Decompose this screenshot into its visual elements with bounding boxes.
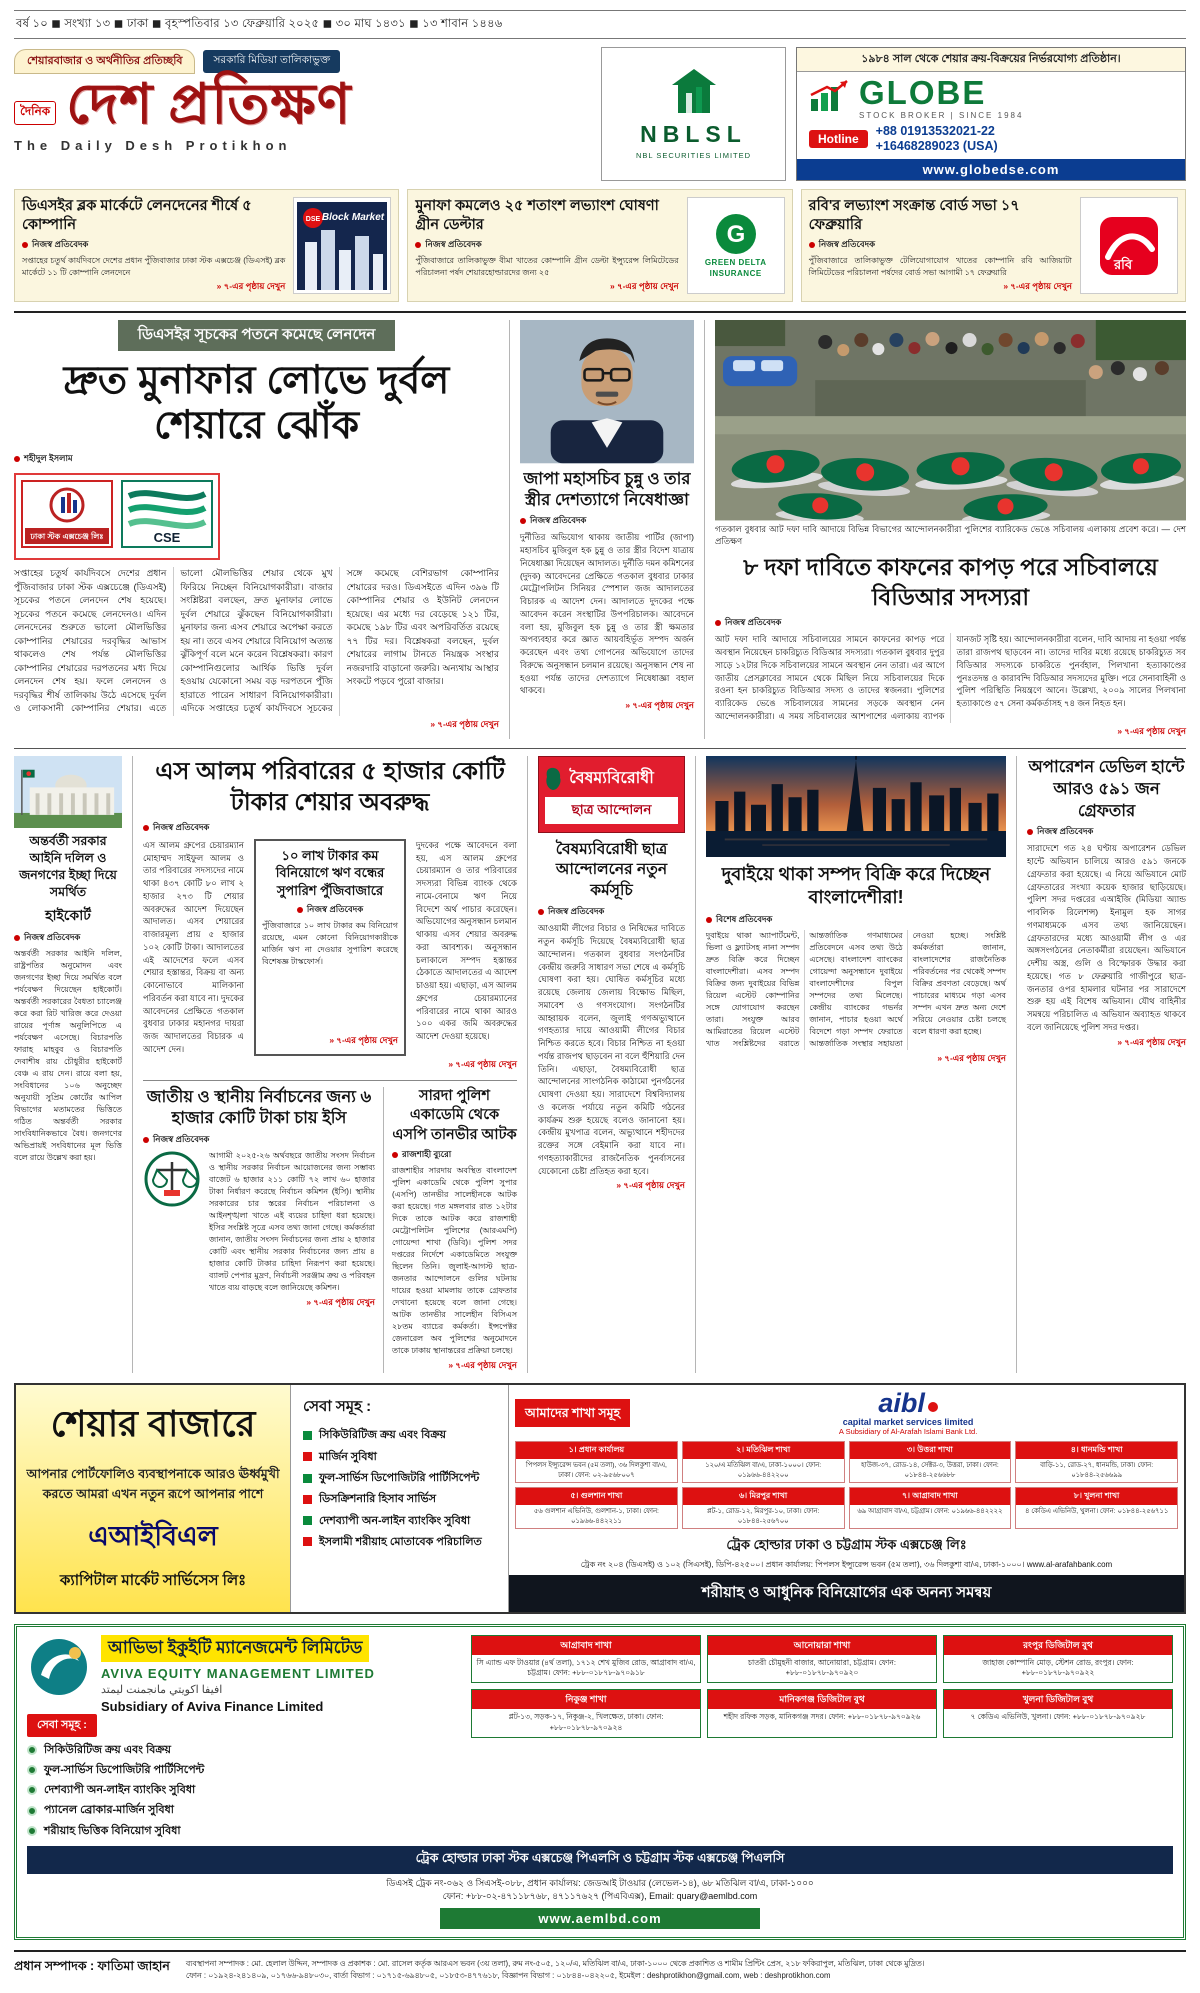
bangladesh-map-icon [545, 767, 563, 796]
movement-banner-line-1: বৈষম্যবিরোধী [569, 769, 654, 787]
block-market-label: Block Market [322, 211, 385, 223]
nblsl-brand: NBLSL [640, 120, 747, 147]
highcourt-subheadline: হাইকোর্ট [45, 906, 91, 923]
aibl-branches-panel [509, 1385, 1184, 1611]
newspaper-title: দেশ প্রতিক্ষণ [66, 74, 352, 136]
aviva-name-english: AVIVA EQUITY MANAGEMENT LIMITED [101, 1665, 375, 1681]
branch-card [943, 1635, 1173, 1684]
dubai-headline: দুবাইয়ে থাকা সম্পদ বিক্রি করে দিচ্ছেন বাংলাদেশীরা! [721, 863, 991, 908]
aviva-service-item: দেশব্যাপী অন-লাইন ব্যাংকিং সুবিধা [44, 1784, 196, 1797]
continued-on-page-7: » ৭-এর পৃষ্ঠায় দেখুন [1117, 1036, 1186, 1047]
continued-on-page-7: » ৭-এর পৃষ্ঠায় দেখুন [937, 1052, 1006, 1063]
service-bullet-icon [27, 1745, 37, 1755]
teaser-block-market [14, 189, 399, 302]
branch-name: ১। প্রধান কার্যালয় [516, 1442, 677, 1459]
branch-detail: শহীদ রফিক সড়ক, মানিকগঞ্জ সদর। ফোন: +৮৮-০১৮৭৮-৯৭০৯২৬ [723, 1712, 921, 1722]
teaser-body: পুঁজিবাজারে তালিকাভুক্ত টেলিযোগাযোগ খাতের কোম্পানি রবি আজিয়াটা লিমিটেডের পরিচালনা পর্ষদের বোর্ড সভা আগামী ১৭ ফেব্রুয়ারি [808, 256, 1072, 277]
aviva-services-panel [27, 1714, 457, 1838]
branch-card [471, 1689, 701, 1738]
branch-card [707, 1689, 937, 1738]
aibl-ad-title: শেয়ার বাজারে [50, 1403, 256, 1445]
sharia-slogan-bar: শরীয়াহ ও আধুনিক বিনিয়োগের এক অনন্য সমন্বয় [509, 1575, 1184, 1612]
branch-name: মানিকগঞ্জ ডিজিটাল বুথ [708, 1690, 936, 1709]
aviva-logo [27, 1635, 91, 1704]
svg-text:G: G [726, 221, 745, 249]
nblsl-fullname: NBL SECURITIES LIMITED [635, 150, 752, 160]
ec-body-text: আগামী ২০২৫-২৬ অর্থবছরে জাতীয় সংসদ নির্বাচন ও স্থানীয় সরকার নির্বাচন আয়োজনের জন্য সম্ভাব্য বাজেট ৬ হাজার ২১১ কোটি ৭২ লাখ ৬০ হাজার টাকা নির্ধারণ করেছে নির্বাচন কমিশন (ইসি)। স্থানীয় সরকারের চার স্তরের নির্বাচন পরিচালনা ও আইনশৃঙ্খলা খাতে এই ব্যয়ের চাহিদা ধরা হয়েছে। ইসির সংশ্লিষ্ট সূত্রে এসব তথ্য জানা গেছে। কর্মকর্তারা জানান, জাতীয় সংসদ নির্বাচনের জন্য প্রায় ২ হাজার কোটি এবং স্থানীয় সরকার নির্বাচনের জন্য প্রায় ৪ হাজার কোটি টাকার চাহিদা নিরূপণ করা হয়েছে। ব্যালট পেপার মুদ্রণ, নির্বাচনী সরঞ্জাম ক্রয় ও পরিবহন খাতে ব্যয় বাড়ছে বলে জানিয়েছে কমিশন। [209, 1150, 375, 1292]
lead-body-text: সপ্তাহের চতুর্থ কার্যদিবসে দেশের প্রধান পুঁজিবাজার ঢাকা স্টক এক্সচেঞ্জে (ডিএসই) সূচকের পতনে লেনদেন শেষ হয়েছে। সূচকের পতনে কমেছে লেনদেনও। এদিন লেনদেনের শুরুতে ভালো মৌলভিত্তির কোম্পানির শেয়ারের দরবৃদ্ধির আভাস থাকলেও শেষ পর্যন্ত মৌলভিত্তির কোম্পানির শেয়ারের দরপতনের মধ্য দিয়ে লেনদেন শেষ হয়। ফলে লেনদেন ও দরবৃদ্ধির শীর্ষ তালিকায় উঠে এসেছে দুর্বল ও লোকসানী কোম্পানির শেয়ার। এতে ভালো মৌলভিত্তির শেয়ার থেকে মুখ ফিরিয়ে নিচ্ছেন বিনিয়োগকারীরা। বাজার সংশ্লিষ্টরা বলছেন, দ্রুত মুনাফার লোভে দুর্বল শেয়ারে ঝুঁকছেন বিনিয়োগকারীরা। মুনাফার জন্য এসব শেয়ারে অপেক্ষা করতে হয় না। তবে এসব শেয়ারে বিনিয়োগ অত্যন্ত ঝুঁকিপূর্ণ বলে মনে করেন বিশ্লেষকরা। কারণ কোম্পানিগুলোর আর্থিক ভিত্তি দুর্বল হওয়ায় যেকোনো সময় বড় দরপতনে পুঁজি হারাতে পারেন সাধারণ বিনিয়োগকারীরা। এদিকে সপ্তাহের চতুর্থ কার্যদিবসে সূচকের সঙ্গে কমেছে বেশিরভাগ কোম্পানির শেয়ারের দরও। ডিএসইতে এদিন ৩৯৬ টি কোম্পানির শেয়ার ও ইউনিট লেনদেন হয়েছে। এর মধ্যে দর বেড়েছে ১২১ টির, কমেছে ১৯৮ টির এবং অপরিবর্তিত রয়েছে ৭৭ টির দর। বিশ্লেষকরা বলছেন, দুর্বল শেয়ারের লাগাম টানতে নিয়ন্ত্রক সংস্থার নজরদারি বাড়ানো জরুরি। অন্যথায় আস্থার সংকটে পড়বে পুরো বাজার। [14, 568, 499, 714]
newspaper-title-english: The Daily Desh Protikhon [14, 138, 292, 153]
aviva-address-line: ডিএসই ট্রেক নং-০৬২ ও সিএসই-০৮৮, প্রধান কার্যালয়: জেডআই টাওয়ার (লেভেল-১৪), ৬৮ মতিঝিল বা/এ, ঢাকা-১০০০ [386, 1877, 814, 1888]
branch-detail: জাহাজ কোম্পানি মোড়, স্টেশন রোড, রংপুর। ফোন: +৮৮-০১৮৭৮-৯৭০৯২২ [982, 1657, 1134, 1678]
service-bullet-icon [303, 1516, 312, 1525]
branch-name: ৪। ধানমন্ডি শাখা [1016, 1442, 1177, 1459]
highcourt-headline: অন্তর্বর্তী সরকার আইনি দলিল ও জনগণের ইচ্ছা দিয়ে সমর্থিত [19, 834, 117, 899]
branch-name: রংপুর ডিজিটাল বুথ [944, 1636, 1172, 1655]
byline-bullet-icon [415, 242, 421, 248]
branch-detail: প্লট-১৩, সড়ক-১৭, নিকুঞ্জ-২, খিলক্ষেত, ঢাকা। ফোন: +৮৮-০১৮৭৮-৯৭০৯২৪ [508, 1712, 664, 1733]
branch-card [515, 1487, 678, 1529]
bdr-body-text: আট দফা দাবি আদায়ে সচিবালয়ের সামনে কাফনের কাপড় পরে অবস্থান নিয়েছেন চাকরিচ্যুত বিডিআর সদস্যরা। গতকাল বুধবার দুপুর সাড়ে ১২টার দিকে সচিবালয়ের সামনে অবস্থান নেন তারা। এর আগে জাতীয় প্রেসক্লাবের সামনে থেকে মিছিল নিয়ে সচিবালয়ের দিকে রওনা হন চাকরিচ্যুত বিডিআর সদস্য ও তাদের স্বজনরা। পুলিশের ব্যারিকেড ভেঙে সচিবালয়ের সামনের সড়কে অবস্থান নেন আন্দোলনকারীরা। এ সময় সচিবালয়ের আশপাশের এলাকায় ব্যাপক যানজট সৃষ্টি হয়। আন্দোলনকারীরা বলেন, দাবি আদায় না হওয়া পর্যন্ত তারা রাজপথ ছাড়বেন না। তাদের দাবির মধ্যে রয়েছে চাকরিচ্যুত সব বিডিআর সদস্যকে চাকরিতে পুনর্বহাল, পিলখানা হত্যাকাণ্ডের পুনঃতদন্ত ও কারাবন্দি বিডিআর সদস্যদের মুক্তি। পরে সেনাবাহিনী ও পুলিশ পরিস্থিতি নিয়ন্ত্রণে আনে। উল্লেখ্য, ২০০৯ সালের পিলখানা হত্যাকাণ্ডে ৫৭ সেনা কর্মকর্তাসহ ৭৪ জন নিহত হন। [715, 634, 1186, 721]
continued-on-page-7: » ৭-এর পৃষ্ঠায় দেখুন [1117, 725, 1186, 736]
branch-card [682, 1441, 845, 1483]
masthead-tagline: শেয়ারবাজার ও অর্থনীতির প্রতিচ্ছবি [14, 49, 195, 74]
sarda-story [383, 1087, 517, 1374]
chunnu-portrait-photo [520, 320, 694, 463]
devil-byline: নিজস্ব প্রতিবেদক [1037, 826, 1094, 837]
lead-byline: শহীদুল ইসলাম [24, 453, 73, 464]
green-delta-logo [687, 197, 785, 294]
salam-body-text-2: দুদকের পক্ষে আবেদনে বলা হয়, এস আলম গ্রুপের চেয়ারম্যান ও তার পরিবারের সদস্যরা বিভিন্ন ব্যাংক থেকে নামে-বেনামে ঋণ নিয়ে বিদেশে অর্থ পাচার করেছেন। অভিযোগের অনুসন্ধান চলমান থাকায় এসব শেয়ার অবরুদ্ধ করা আবশ্যক। অনুসন্ধান চলাকালে সম্পদ হস্তান্তর ঠেকাতে আদালতের এ আদেশ চাওয়া হয়। এছাড়া, এস আলম গ্রুপের চেয়ারম্যানের পরিবারের নামে থাকা আরও ১০০ একর জমি অবরুদ্ধের আদেশ দেওয়া হয়েছে। [416, 839, 517, 1042]
nblsl-logo-icon [666, 69, 722, 118]
aviva-subsidiary-line: Subsidiary of Aviva Finance Limited [101, 1698, 324, 1714]
chunnu-body-text: দুর্নীতির অভিযোগ থাকায় জাতীয় পার্টির (জাপা) মহাসচিব মুজিবুল হক চুন্নু ও তার স্ত্রীর বিদেশ যাত্রায় নিষেধাজ্ঞা দিয়েছেন আদালত। দুর্নীতি দমন কমিশনের (দুদক) আবেদনের প্রেক্ষিতে গতকাল বুধবার ঢাকার মেট্রোপলিটন সিনিয়র স্পেশাল জজ আদালতের বিচারক এ আদেশ দেন। আদালতে দুদকের পক্ষে আবেদন করেন সংস্থাটির উপপরিচালক। আবেদনে বলা হয়, মুজিবুল হক চুন্নু ও তার স্ত্রী ক্ষমতার অপব্যবহার করে জ্ঞাত আয়বহির্ভূত সম্পদ অর্জন করেছেন এবং তথ্য গোপনের অভিযোগে তাদের বিরুদ্ধে অনুসন্ধান চলমান রয়েছে। অনুসন্ধান শেষ না হওয়া পর্যন্ত তাদের দেশত্যাগে নিষেধাজ্ঞা বহাল থাকবে। [520, 532, 694, 696]
service-bullet-icon [27, 1785, 37, 1795]
aibl-service-item: মার্জিন সুবিধা [319, 1450, 377, 1463]
globe-tagline: ১৯৮৪ সাল থেকে শেয়ার ক্রয়-বিক্রয়ের নির্ভরযোগ্য প্রতিষ্ঠান। [797, 48, 1185, 72]
aviva-footer-block [27, 1846, 1173, 1929]
bdr-photo-caption: গতকাল বুধবার আট দফা দাবি আদায়ে বিভিন্ন বিভাগের আন্দোলনকারীরা পুলিশের ব্যারিকেড ভেঙে সচিবালয় এলাকায় প্রবেশ করে। — দেশ প্রতিক্ষণ [715, 523, 1186, 546]
salam-body-text-1: এস আলম গ্রুপের চেয়ারম্যান মোহাম্মদ সাইফুল আলম ও তার পরিবারের সদস্যদের নামে থাকা ৪৩৭ কোটি ৮০ লাখ ২ হাজার ২৭৩ টি শেয়ার অবরুদ্ধের আদেশ দিয়েছেন আদালত। এসব শেয়ারের বাজারমূল্য প্রায় ৫ হাজার ১০২ কোটি টাকা। আদালতের এই আদেশের ফলে এসব শেয়ার হস্তান্তর, বিক্রয় বা অন্য কোনোভাবে মালিকানা পরিবর্তন করা যাবে না। দুদকের আবেদনের প্রেক্ষিতে গতকাল বুধবার ঢাকার মহানগর দায়রা জজ আদালতের বিচারক এ আদেশ দেন। [143, 839, 244, 1054]
branch-name: খুলনা ডিজিটাল বুথ [944, 1690, 1172, 1709]
teaser-title: ডিএসইর ব্লক মার্কেটে লেনদেনের শীর্ষে ৫ কোম্পানি [22, 198, 252, 234]
hotline-number-1: +88 01913532021-22 [875, 124, 995, 139]
continued-on-page-7: » ৭-এর পৃষ্ঠায় দেখুন [448, 1058, 517, 1069]
aibl-service-item: সিকিউরিটিজ ক্রয় এবং বিক্রয় [319, 1429, 447, 1442]
aibl-logo-tagline: A Subsidiary of Al-Arafah Islami Bank Ltd. [838, 1427, 978, 1437]
aibl-service-item: ডিসক্রিশনারি হিসাব সার্ভিস [319, 1493, 437, 1506]
cse-logo [121, 480, 213, 553]
aibl-services-panel [291, 1385, 509, 1611]
aviva-phone-line: ফোন: +৮৮-০২-৪৭১১৮৭৬৮, ৪৭১১৭৬২৭ (পিএবিএক্স), Email: quary@aemlbd.com [442, 1891, 758, 1902]
aviva-service-item: শরীয়াহ ভিত্তিক বিনিয়োগ সুবিধা [44, 1824, 181, 1837]
anti-discrimination-movement-banner [538, 756, 685, 833]
branch-detail: ৭ কেডিএ এভিনিউ, খুলনা। ফোন: +৮৮-০১৮৭৮-৯৭০৯২৮ [970, 1712, 1146, 1722]
aviva-name-bangla: আভিভা ইকুইটি ম্যানেজমেন্ট লিমিটেড [101, 1635, 369, 1662]
teaser-title: মুনাফা কমলেও ২৫ শতাংশ লভ্যাংশ ঘোষণা গ্রীন ডেল্টার [415, 198, 659, 234]
branch-card [471, 1635, 701, 1684]
chief-editor-line: প্রধান সম্পাদক : ফাতিমা জাহান [14, 1958, 170, 1973]
teaser-body: সপ্তাহের চতুর্থ কার্যদিবসে দেশের প্রধান পুঁজিবাজার ঢাকা স্টক এক্সচেঞ্জ (ডিএসই) ব্লক মার্কেটে ১১ টি কোম্পানি লেনদেনে [22, 256, 286, 277]
dateline: বর্ষ ১০ ◼ সংখ্যা ১৩ ◼ ঢাকা ◼ বৃহস্পতিবার ১৩ ফেব্রুয়ারি ২০২৫ ◼ ৩০ মাঘ ১৪৩১ ◼ ১৩ শাবান ১৪৪৬ [16, 18, 503, 30]
byline-bullet-icon [14, 456, 20, 462]
loanbox-body-text: পুঁজিবাজারে ১০ লাখ টাকার কম বিনিয়োগ রয়েছে, এমন কোনো বিনিয়োগকারীকে মার্জিন ঋণ না দেওয়ার সুপারিশ করেছে বিশেষজ্ঞ টাস্কফোর্স। [262, 920, 398, 966]
globe-ad [796, 47, 1186, 181]
globe-brand-sub: STOCK BROKER | SINCE 1984 [859, 111, 1024, 121]
exchange-logos [14, 473, 220, 560]
branch-card [849, 1441, 1012, 1483]
aviva-service-item: প্যানেল ব্রোকার-মার্জিন সুবিধা [44, 1804, 174, 1817]
aibl-branch-grid [509, 1436, 1184, 1534]
teaser-green-delta [407, 189, 792, 302]
green-delta-label: GREEN DELTA INSURANCE [704, 258, 767, 278]
devil-body-text: সারাদেশে গত ২৪ ঘণ্টায় অপারেশন ডেভিল হান্টে অভিযান চালিয়ে আরও ৫৯১ জনকে গ্রেফতার করা হয়েছে। এ নিয়ে অভিযানে মোট গ্রেফতারের সংখ্যা কয়েক হাজার ছাড়িয়েছে। পুলিশ সদর দপ্তরের এআইজি (মিডিয়া অ্যান্ড পাবলিক রিলেশন্স) ইনামুল হক সাগর গণমাধ্যমকে এসব তথ্য জানিয়েছেন। গ্রেফতারদের মধ্যে আওয়ামী লীগ ও এর অঙ্গসংগঠনের নেতাকর্মীরা রয়েছেন। অভিযানে দেশীয় অস্ত্র, গুলি ও বিস্ফোরক উদ্ধার করা হয়েছে। গত ৮ ফেব্রুয়ারি গাজীপুরে ছাত্র-জনতার ওপর হামলার ঘটনার পর সারাদেশে শুরু হয় এই বিশেষ অভিযান। যৌথ বাহিনীর সমন্বয়ে পরিচালিত এ অভিযান অব্যাহত থাকবে বলে জানিয়েছে পুলিশ সদর দপ্তর। [1027, 843, 1186, 1032]
continued-on-page-7: » ৭-এর পৃষ্ঠায় দেখুন [329, 1034, 398, 1045]
continued-on-page-7: » ৭-এর পৃষ্ঠায় দেখুন [216, 281, 286, 292]
dse-logo [21, 480, 113, 553]
quota-byline: নিজস্ব প্রতিবেদক [548, 906, 605, 917]
branch-card [515, 1441, 678, 1483]
aibl-service-item: দেশব্যাপী অন-লাইন ব্যাংকিং সুবিধা [319, 1514, 471, 1527]
aviva-website: www.aemlbd.com [440, 1908, 760, 1929]
branch-card [1015, 1487, 1178, 1529]
branch-detail: চাতরী চৌমুহনী বাজার, আনোয়ারা, চট্টগ্রাম। ফোন: +৮৮-০১৮৭৮-৯৭০৯২০ [747, 1657, 896, 1678]
aibl-brand-name: এআইবিএল [88, 1521, 218, 1552]
quota-body-text: আওয়ামী লীগের বিচার ও নিষিদ্ধের দাবিতে নতুন কর্মসূচি দিয়েছে বৈষম্যবিরোধী ছাত্র আন্দোলন। গতকাল বুধবার সংগঠনটির কেন্দ্রীয় জরুরি সাধারণ সভা শেষে এ কর্মসূচি ঘোষণা করা হয়। ঘোষিত কর্মসূচির মধ্যে রয়েছে জেলায় জেলায় বিক্ষোভ মিছিল, সমাবেশ ও গণসংযোগ। সংগঠনটির আহ্বায়ক বলেন, জুলাই গণঅভ্যুত্থানে গণহত্যার দায়ে আওয়ামী লীগের বিচার নিশ্চিত করতে হবে। বিচার নিশ্চিত না হওয়া পর্যন্ত রাজপথ ছাড়বেন না বলে হুঁশিয়ারি দেন তিনি। এছাড়া, বৈষম্যবিরোধী ছাত্র আন্দোলনের সাংগঠনিক কাঠামো পুনর্গঠনের ঘোষণা দেওয়া হয়। সারাদেশে বিশ্ববিদ্যালয় ও কলেজ পর্যায়ে নতুন কমিটি গঠনের কার্যক্রম শুরু হয়েছে বলেও জানানো হয়। কেন্দ্রীয় মুখপাত্র বলেন, অভ্যুত্থানে শহীদদের রক্তের সঙ্গে বেইমানি করা যাবে না। গণহত্যাকারীদের রাজনৈতিক পুনর্বাসনের যেকোনো চেষ্টা প্রতিহত করা হবে। [538, 923, 685, 1176]
highcourt-body-text: অন্তর্বর্তী সরকার আইনি দলিল, রাষ্ট্রপতির অনুমোদন এবং জনগণের ইচ্ছা দিয়ে সমর্থিত বলে পর্যবেক্ষণ দিয়েছেন হাইকোর্ট। অন্তর্বর্তী সরকারের বৈধতা চ্যালেঞ্জ করে করা রিট খারিজ করে দেওয়া রায়ের পূর্ণাঙ্গ অনুলিপিতে এ পর্যবেক্ষণ এসেছে। বিচারপতি ফারাহ মাহবুব ও বিচারপতি দেবাশীষ রায় চৌধুরীর হাইকোর্ট বেঞ্চ এ রায় দেন। রায়ে বলা হয়, সংবিধানের ১০৬ অনুচ্ছেদ অনুযায়ী সুপ্রিম কোর্টের আপিল বিভাগের মতামতের ভিত্তিতে গঠিত অন্তর্বর্তী সরকার সাংবিধানিকভাবে বৈধ। জনগণের অভিপ্রায়ই সংবিধানের মূল ভিত্তি বলে রায়ে উল্লেখ করা হয়। [14, 948, 122, 1162]
aibl-logo [638, 1390, 1178, 1436]
salam-headline: এস আলম পরিবারের ৫ হাজার কোটি টাকার শেয়ার অবরুদ্ধ [155, 757, 505, 816]
service-bullet-icon [303, 1537, 312, 1546]
aviva-service-item: ফুল-সার্ভিস ডিপোজিটরি পার্টিসিপেন্ট [44, 1763, 205, 1776]
masthead [14, 47, 591, 181]
aibl-yellow-panel [16, 1385, 291, 1611]
lead-kicker: ডিএসইর সূচকের পতনে কমেছে লেনদেন [118, 320, 396, 351]
branch-card [707, 1635, 937, 1684]
aviva-name-arabic: افيفا اكويتي مانجمنت ليمتد [101, 1683, 223, 1696]
lead-headline: দ্রুত মুনাফার লোভে দুর্বল শেয়ারে ঝোঁক [63, 359, 450, 447]
election-commission-logo [143, 1150, 201, 1213]
byline-bullet-icon [22, 242, 28, 248]
continued-on-page-7: » ৭-এর পৃষ্ঠায় দেখুন [616, 1180, 685, 1191]
chunnu-story [509, 320, 704, 738]
service-bullet-icon [27, 1765, 37, 1775]
continued-on-page-7: » ৭-এর পৃষ্ঠায় দেখুন [609, 281, 679, 292]
aibl-brand-subname: ক্যাপিটাল মার্কেট সার্ভিসেস লিঃ [59, 1572, 247, 1590]
dubai-skyline-photo [706, 756, 1006, 857]
continued-on-page-7: » ৭-এর পৃষ্ঠায় দেখুন [448, 1360, 517, 1371]
continued-on-page-7: » ৭-এর পৃষ্ঠায় দেখুন [306, 1296, 375, 1307]
service-bullet-icon [303, 1474, 312, 1483]
bdr-byline: নিজস্ব প্রতিবেদক [725, 617, 782, 628]
branch-name: ৭। আগ্রাবাদ শাখা [850, 1488, 1011, 1505]
teaser-robi [801, 189, 1186, 302]
branch-detail: ৪ কেডিএ এভিনিউ, খুলনা। ফোন: ০১৮৪৪-২৫৬৭১১ [1024, 1508, 1169, 1516]
dubai-body-text: দুবাইয়ে থাকা অ্যাপার্টমেন্ট, ভিলা ও ফ্ল্যাটসহ নানা সম্পদ দ্রুত বিক্রি করে দিচ্ছেন বাংলাদেশীরা। এসব সম্পদ বিক্রির জন্য দুবাইয়ের বিভিন্ন রিয়েল এস্টেট কোম্পানির সঙ্গে যোগাযোগ করছেন তারা। সংযুক্ত আরব আমিরাতের রিয়েল এস্টেট খাত সংশ্লিষ্টদের বরাতে আন্তর্জাতিক গণমাধ্যমের প্রতিবেদনে এসব তথ্য উঠে এসেছে। বাংলাদেশ ব্যাংকের গোয়েন্দা অনুসন্ধানে দুবাইয়ে বাংলাদেশীদের বিপুল সম্পদের তথ্য মিলেছে। কেন্দ্রীয় ব্যাংকের গভর্নর জানান, পাচার হওয়া অর্থে বিদেশে গড়া সম্পদ ফেরাতে আন্তর্জাতিক সংস্থার সহায়তা নেওয়া হচ্ছে। সংশ্লিষ্ট কর্মকর্তারা জানান, বাংলাদেশের রাজনৈতিক পরিবর্তনের পর থেকেই সম্পদ বিক্রির প্রবণতা বেড়েছে। অর্থ পাচারের মাধ্যমে গড়া এসব সম্পদ এখন দ্রুত অন্য দেশে সরিয়ে নেওয়ার চেষ্টা চলছে বলে ধারণা করা হচ্ছে। [706, 930, 1006, 1048]
byline-bullet-icon [715, 620, 721, 626]
globe-brand-row [797, 72, 1185, 122]
branch-detail: পিপলস ইন্স্যুরেন্স ভবন (৫ম তলা), ৩৬ দিলকুশা বা/এ, ঢাকা। ফোন: ০২-৯৫৬৮০০৭ [525, 1462, 667, 1479]
dateline-bar [14, 10, 1186, 39]
highcourt-byline: নিজস্ব প্রতিবেদক [24, 931, 81, 942]
cse-label: CSE [153, 530, 181, 546]
aibl-service-item: ইসলামী শরীয়াহ মোতাবেক পরিচালিত [319, 1535, 482, 1548]
gov-listed-badge: সরকারি মিডিয়া তালিকাভুক্ত [203, 50, 340, 73]
dubai-story [695, 756, 1016, 1374]
byline-bullet-icon [809, 242, 815, 248]
branch-name: ২। মতিঝিল শাখা [683, 1442, 844, 1459]
ec-byline: নিজস্ব প্রতিবেদক [153, 1133, 210, 1144]
aibl-address-line: ট্রেক নং ২০৪ (ডিএসই) ও ১০২ (সিএসই), ডিপি-৪২৫০০। প্রধান কার্যালয়: পিপলস ইন্স্যুরেন্স ভবন (৫ম তলা), ৩৬ দিলকুশা বা/এ, ঢাকা-১০০০। www.al-arafahbank.com [580, 1560, 1113, 1570]
branch-name: ৬। মিরপুর শাখা [683, 1488, 844, 1505]
branch-name: ৫। গুলশান শাখা [516, 1488, 677, 1505]
branch-name: আনোয়ারা শাখা [708, 1636, 936, 1655]
band-2 [14, 748, 1186, 1374]
byline-bullet-icon [143, 825, 149, 831]
branch-card [1015, 1441, 1178, 1483]
bdr-protest-photo [715, 320, 1186, 520]
bdr-story [704, 320, 1186, 738]
aibl-ad-subtitle: আপনার পোর্টফোলিও ব্যবস্থাপনাকে আরও ঊর্ধ্বমুখী করতে আমরা এখন নতুন রূপে আপনার পাশে [26, 1467, 280, 1501]
robi-logo [1080, 197, 1178, 294]
branch-card [943, 1689, 1173, 1738]
salam-byline: নিজস্ব প্রতিবেদক [153, 821, 210, 832]
svg-text:DSE: DSE [306, 215, 321, 223]
aibl-logo-dot-icon [928, 1402, 938, 1412]
sarda-byline: রাজশাহী ব্যুরো [402, 1149, 452, 1160]
branch-detail: প্লট-১, রোড-১২, মিরপুর-১০, ঢাকা। ফোন: ০১৮৪৪-২৫৬৭০০ [706, 1508, 820, 1525]
branch-detail: বাড়ি-১১, রোড-২৭, ধানমন্ডি, ঢাকা। ফোন: ০১৮৪৪-২৫৬৬৯৯ [1040, 1462, 1154, 1479]
teaser-byline: নিজস্ব প্রতিবেদক [425, 239, 482, 250]
aibl-service-item: ফুল-সার্ভিস ডিপোজিটরি পার্টিসিপেন্ট [319, 1471, 480, 1484]
devil-headline: অপারেশন ডেভিল হান্টে আরও ৫৯১ জন গ্রেফতার [1028, 757, 1185, 821]
chunnu-headline: জাপা মহাসচিব চুন্নু ও তার স্ত্রীর দেশত্যাগে নিষেধাজ্ঞা [523, 469, 691, 509]
byline-bullet-icon [520, 518, 526, 524]
dubai-byline: বিশেষ প্রতিবেদক [716, 913, 773, 924]
aviva-services-title: সেবা সমূহ : [27, 1714, 97, 1737]
globe-website: www.globedse.com [797, 159, 1185, 180]
loanbox-byline: নিজস্ব প্রতিবেদক [306, 903, 364, 914]
robi-label: রবি [1113, 256, 1133, 272]
movement-banner-line-2: ছাত্র আন্দোলন [545, 797, 678, 824]
ec-story [143, 1087, 375, 1374]
quota-headline: বৈষম্যবিরোধী ছাত্র আন্দোলনের নতুন কর্মসূচি [555, 840, 668, 900]
bdr-headline: ৮ দফা দাবিতে কাফনের কাপড় পরে সচিবালয়ে বিডিআর সদস্যরা [743, 554, 1158, 611]
aibl-advertisement [14, 1383, 1186, 1613]
byline-bullet-icon [538, 909, 544, 915]
band-1 [14, 311, 1186, 738]
imprint-line-1: ব্যবস্থাপনা সম্পাদক : মো. হেলাল উদ্দিন, সম্পাদক ও প্রকাশক : মো. রাসেল কর্তৃক আরএস ভবন (৩য় তলা), রুম নং-৫০৫, ১২০/এ, মতিঝিল বা/এ, ঢাকা-১০০০ থেকে প্রকাশিত ও শামীম প্রিন্টিং প্রেস, ২১৮ ফকিরাপুল, মতিঝিল, ঢাকা থেকে মুদ্রিত। [185, 1958, 925, 1968]
teaser-body: পুঁজিবাজারে তালিকাভুক্ত বীমা খাতের কোম্পানি গ্রীন ডেল্টা ইন্স্যুরেন্স লিমিটেডের পরিচালনা পর্ষদ শেয়ারহোল্ডারদের জন্য ২৫ [415, 256, 679, 277]
branch-detail: ৬৯ আগ্রাবাদ বা/এ, চট্টগ্রাম। ফোন: ০১৯৬৬-৪৪২২২২ [857, 1508, 1003, 1516]
ec-headline: জাতীয় ও স্থানীয় নির্বাচনের জন্য ৬ হাজার কোটি টাকা চায় ইসি [146, 1087, 372, 1128]
globe-chart-icon [809, 79, 849, 118]
service-bullet-icon [27, 1806, 37, 1816]
loan-recommendation-box [254, 839, 406, 1056]
block-market-image [293, 197, 391, 294]
aviva-service-item: সিকিউরিটিজ ক্রয় এবং বিক্রয় [44, 1743, 172, 1756]
continued-on-page-7: » ৭-এর পৃষ্ঠায় দেখুন [430, 718, 499, 729]
continued-on-page-7: » ৭-এর পৃষ্ঠায় দেখুন [1003, 281, 1072, 292]
masthead-ribbon [14, 49, 591, 74]
byline-bullet-icon [143, 1137, 149, 1143]
aibl-logo-subtitle: capital market services limited [842, 1417, 974, 1428]
sarda-body-text: রাজশাহীর সারদায় অবস্থিত বাংলাদেশ পুলিশ একাডেমি থেকে পুলিশ সুপার (এসপি) তানভীর সালেহীনকে আটক করা হয়েছে। গত মঙ্গলবার রাত ১২টার দিকে তাকে আটক করে রাজশাহী মেট্রোপলিটন পুলিশের (আরএমপি) গোয়েন্দা শাখা (ডিবি)। পুলিশ সদর দপ্তরের নির্দেশে একাডেমিতে সংযুক্ত ছিলেন তিনি। জুলাই-আগস্ট ছাত্র-জনতার আন্দোলনে গুলির ঘটনায় দায়ের হওয়া মামলায় তাকে গ্রেফতার দেখানো হয়েছে বলে জানা গেছে। আটক তানভীর সালেহীন বিসিএস ২৮তম ব্যাচের কর্মকর্তা। ইন্সপেক্টর জেনারেল অব পুলিশের অনুমোদনে তাকে ঢাকায় স্থানান্তরের প্রক্রিয়া চলছে। [392, 1166, 517, 1356]
center-bottom-row [143, 1080, 517, 1374]
service-bullet-icon [303, 1495, 312, 1504]
service-bullet-icon [303, 1452, 312, 1461]
teaser-row [14, 189, 1186, 302]
byline-bullet-icon [706, 917, 712, 923]
aviva-trek-holder-line: ট্রেক হোল্ডার ঢাকা স্টক এক্সচেঞ্জ পিএলসি ও চট্টগ্রাম স্টক এক্সচেঞ্জ পিএলসি [27, 1846, 1173, 1874]
branch-detail: ১২০/এ মতিঝিল বা/এ, ঢাকা-১০০০। ফোন: ০১৯৬৬-৪৪২২০০ [705, 1462, 822, 1479]
byline-bullet-icon [1027, 829, 1033, 835]
teaser-byline: নিজস্ব প্রতিবেদক [818, 239, 876, 250]
byline-bullet-icon [297, 907, 303, 913]
masthead-row [14, 47, 1186, 181]
aibl-services-title: সেবা সমূহ : [303, 1398, 372, 1416]
quota-movement-story [527, 756, 695, 1374]
highcourt-story [14, 756, 132, 1374]
center-column [132, 756, 527, 1374]
lead-story [14, 320, 509, 738]
branch-name: ৩। উত্তরা শাখা [850, 1442, 1011, 1459]
branch-name: ৮। খুলনা শাখা [1016, 1488, 1177, 1505]
masthead-title-row [14, 74, 591, 136]
aviva-advertisement [14, 1624, 1186, 1940]
aibl-logo-text: aibl [878, 1388, 925, 1419]
branch-card [849, 1487, 1012, 1529]
branch-name: আগ্রাবাদ শাখা [472, 1636, 700, 1655]
service-bullet-icon [27, 1826, 37, 1836]
dse-caption: ঢাকা স্টক এক্সচেঞ্জ লিঃ [30, 532, 104, 542]
branch-name: নিকুঞ্জ শাখা [472, 1690, 700, 1709]
globe-hotline-row [797, 122, 1185, 159]
daily-label: দৈনিক [14, 101, 56, 125]
teaser-byline: নিজস্ব প্রতিবেদক [32, 239, 89, 250]
devil-hunt-story [1016, 756, 1186, 1374]
branch-detail: সি এ্যান্ড এফ টাওয়ার (৪র্থ তলা), ১৭১২ শেখ মুজিব রোড, আগ্রাবাদ বা/এ, চট্টগ্রাম। ফোন: +৮৮-০১৮৭৮-৯৭০৯১৮ [476, 1657, 696, 1678]
globe-brand: GLOBE [859, 74, 987, 112]
branch-detail: ৫৬ গুলশান এভিনিউ, গুলশান-১, ঢাকা। ফোন: ০১৯৬৬-৪৪২২১১ [533, 1508, 659, 1525]
hotline-number-2: +16468289023 (USA) [875, 139, 998, 154]
chunnu-byline: নিজস্ব প্রতিবেদক [530, 515, 587, 526]
aibl-trek-holder-line: ট্রেক হোল্ডার ঢাকা ও চট্টগ্রাম স্টক এক্সচেঞ্জ লিঃ [726, 1537, 967, 1553]
loanbox-title: ১০ লাখ টাকার কম বিনিয়োগে ঋণ বন্ধের সুপারিশ পুঁজিবাজারে [275, 847, 385, 898]
imprint-footer [14, 1950, 1186, 1983]
aibl-branches-title: আমাদের শাখা সমূহ [515, 1399, 630, 1427]
teaser-title: রবি'র লভ্যাংশ সংক্রান্ত বোর্ড সভা ১৭ ফেব্রুয়ারি [808, 198, 1020, 234]
sarda-headline: সারদা পুলিশ একাডেমি থেকে এসপি তানভীর আটক [392, 1087, 517, 1143]
imprint-line-2: ফোন : ০১৯২৪-২৪১৪০৯, ০১৭৬৬-৯৪৮০৩০, বার্তা বিভাগ : ০১৭১৫-৬৯৪৮০৫, ০১৮৫৩-৪৭৭৬১৮, বিজ্ঞাপন বিভাগ : ০১৮৪৪-০৪২২০৫, ইমেইল : deshprotikhon@gmail.com, web : deshprotikhon.com [185, 1971, 831, 1981]
branch-card [682, 1487, 845, 1529]
hotline-badge: Hotline [809, 130, 868, 148]
nblsl-ad [601, 47, 786, 181]
byline-bullet-icon [14, 935, 20, 941]
aviva-branch-grid [471, 1635, 1173, 1838]
branch-detail: হাউজ-৩৭, রোড-১৪, সেক্টর-৩, উত্তরা, ঢাকা। ফোন: ০১৮৪৪-২৫৬৬৮৮ [860, 1462, 999, 1479]
salam-story [143, 756, 517, 1072]
service-bullet-icon [303, 1431, 312, 1440]
highcourt-building-photo [14, 756, 122, 829]
byline-bullet-icon [392, 1152, 398, 1158]
continued-on-page-7: » ৭-এর পৃষ্ঠায় দেখুন [625, 700, 694, 711]
